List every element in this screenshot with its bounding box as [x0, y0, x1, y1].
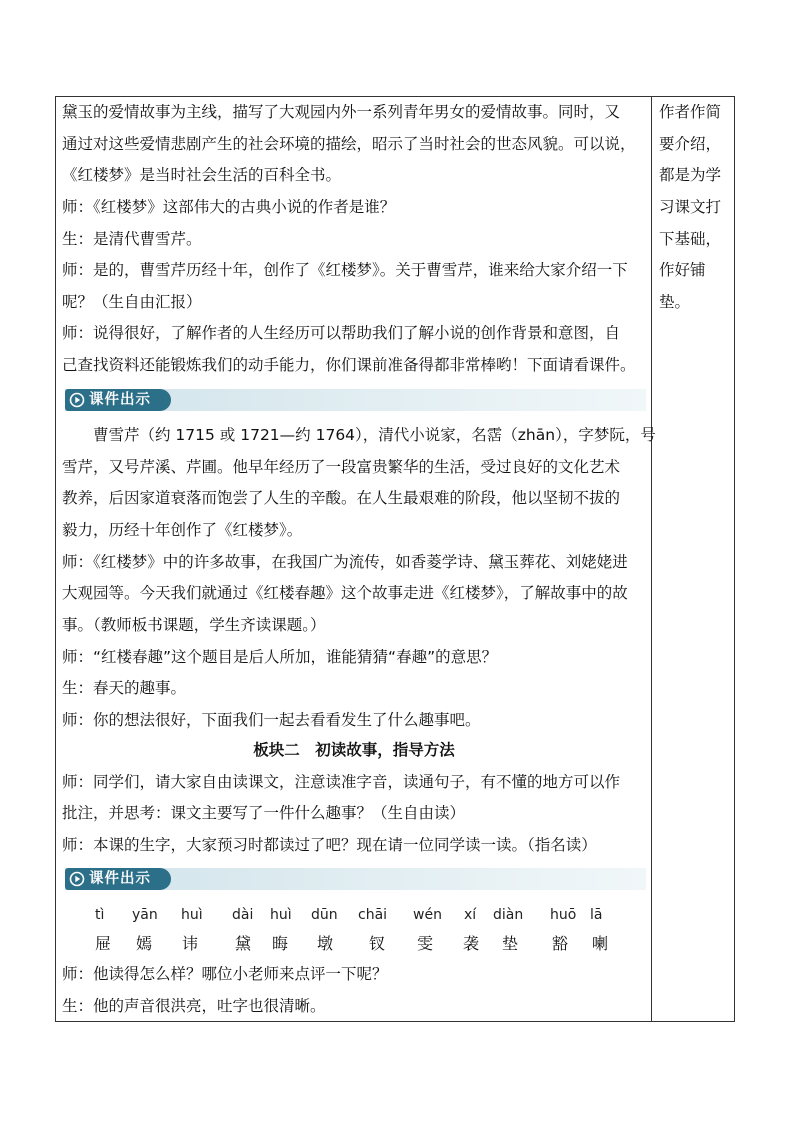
character: 黛: [235, 934, 252, 953]
text-line: 师：你的想法很好，下面我们一起去看看发生了什么趣事吧。: [62, 711, 481, 729]
character: 讳: [182, 934, 199, 953]
banner-label: 课件出示: [89, 392, 151, 408]
courseware-line: 曹雪芹（约 1715 或 1721—约 1764），清代小说家，名霑（zhān），字梦阮，号: [93, 426, 656, 444]
pinyin: wén: [413, 907, 442, 923]
courseware-line: 毅力，历经十年创作了《红楼梦》。: [62, 521, 303, 539]
text-line: 师：“红楼春趣”这个题目是后人所加，谁能猜猜“春趣”的意思？: [62, 648, 498, 666]
character: 豁: [552, 934, 569, 953]
lesson-table: [55, 96, 735, 1022]
note-line: 要介绍，: [659, 135, 722, 153]
text-line: 师：本课的生字，大家预习时都读过了吧？现在请一位同学读一读。（指名读）: [62, 836, 597, 854]
text-line: 通过对这些爱情悲剧产生的社会环境的描绘，昭示了当时社会的世态风貌。可以说，: [62, 135, 636, 153]
text-line: 生：是清代曹雪芹。: [62, 230, 202, 248]
character: 袭: [463, 934, 480, 953]
note-line: 作者作简: [659, 103, 722, 121]
pinyin: huì: [181, 907, 203, 923]
character: 嫣: [136, 934, 153, 953]
text-line: 黛玉的爱情故事为主线，描写了大观园内外一系列青年男女的爱情故事。同时，又: [62, 103, 621, 121]
pinyin: huō: [550, 907, 577, 923]
pinyin: dài: [232, 907, 254, 923]
character: 墩: [317, 934, 334, 953]
pinyin: xí: [464, 907, 477, 923]
banner-label: 课件出示: [89, 871, 151, 887]
text-line: 大观园等。今天我们就通过《红楼春趣》这个故事走进《红楼梦》，了解故事中的故: [62, 584, 628, 602]
text-line: 生：春天的趣事。: [62, 679, 187, 697]
pinyin: chāi: [358, 907, 388, 923]
text-line: 《红楼梦》是当时社会生活的百科全书。: [62, 166, 342, 184]
text-line: 师：《红楼梦》这部伟大的古典小说的作者是谁？: [62, 198, 396, 216]
text-line: 批注，并思考：课文主要写了一件什么趣事？（生自由读）: [62, 804, 466, 822]
column-divider: [651, 97, 652, 1021]
note-line: 都是为学: [659, 166, 722, 184]
pinyin: yān: [132, 907, 158, 923]
banner-tab: [65, 389, 171, 411]
character: 钗: [369, 934, 386, 953]
character: 喇: [592, 934, 609, 953]
courseware-line: 雪芹，又号芹溪、芹圃。他早年经历了一段富贵繁华的生活，受过良好的文化艺术: [62, 458, 621, 476]
text-line: 事。（教师板书课题，学生齐读课题。）: [62, 616, 326, 634]
pinyin: diàn: [493, 907, 524, 923]
pinyin: tì: [95, 907, 105, 923]
character: 晦: [272, 934, 289, 953]
text-line: 己查找资料还能锻炼我们的动手能力，你们课前准备得都非常棒哟！下面请看课件。: [62, 356, 636, 374]
courseware-line: 教养，后因家道衰落而饱尝了人生的辛酸。在人生最艰难的阶段，他以坚韧不拔的: [62, 489, 621, 507]
play-icon: [69, 871, 85, 887]
section-heading: 板块二 初读故事，指导方法: [253, 741, 455, 759]
pinyin: huì: [270, 907, 292, 923]
courseware-banner: [65, 868, 646, 890]
text-line: 师：是的，曹雪芹历经十年，创作了《红楼梦》。关于曹雪芹，谁来给大家介绍一下: [62, 261, 628, 279]
note-line: 作好铺: [659, 261, 706, 279]
text-line: 生：他的声音很洪亮，吐字也很清晰。: [62, 997, 326, 1015]
character: 屉: [95, 934, 112, 953]
text-line: 师：《红楼梦》中的许多故事，在我国广为流传，如香菱学诗、黛玉葬花、刘姥姥进: [62, 553, 628, 571]
note-line: 垫。: [659, 293, 691, 311]
note-line: 习课文打: [659, 198, 722, 216]
character: 雯: [417, 934, 434, 953]
note-line: 下基础，: [659, 230, 722, 248]
text-line: 师：说得很好，了解作者的人生经历可以帮助我们了解小说的创作背景和意图，自: [62, 324, 621, 342]
courseware-banner: [65, 389, 646, 411]
pinyin: dūn: [311, 907, 338, 923]
text-line: 呢？（生自由汇报）: [62, 293, 202, 311]
character: 垫: [502, 934, 519, 953]
pinyin: lā: [590, 907, 603, 923]
text-line: 师：同学们，请大家自由读课文，注意读准字音，读通句子，有不懂的地方可以作: [62, 773, 621, 791]
banner-tab: [65, 868, 171, 890]
text-line: 师：他读得怎么样？哪位小老师来点评一下呢？: [62, 965, 388, 983]
play-icon: [69, 392, 85, 408]
